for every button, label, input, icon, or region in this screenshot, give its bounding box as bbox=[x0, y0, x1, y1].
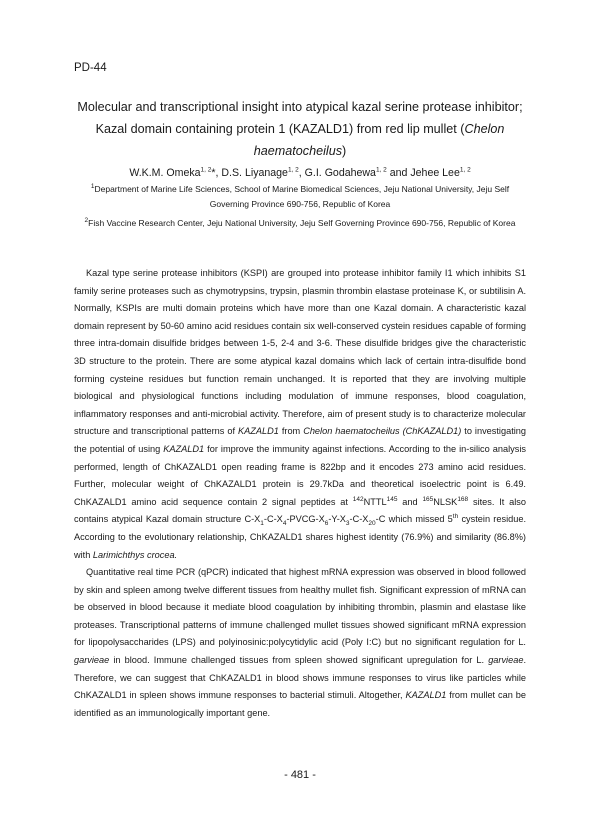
affiliation-1-text: Department of Marine Life Sciences, School of Marine Biomedical Sciences, Jeju National University, Jeju Self Governing Province 690-756, Republic of Korea bbox=[94, 184, 510, 209]
ordinal-suffix: th bbox=[452, 513, 459, 521]
affiliation-2-text: Fish Vaccine Research Center, Jeju National University, Jeju Self Governing Province 690-756, Republic of Korea bbox=[88, 218, 516, 228]
subscript: 20 bbox=[368, 520, 376, 528]
affiliation-2-number: 2 bbox=[84, 217, 89, 225]
subscript: 3 bbox=[345, 520, 350, 528]
residue-number: 142 bbox=[352, 495, 364, 503]
p1-text-9: -Y-X bbox=[328, 514, 346, 525]
subscript: 6 bbox=[324, 520, 329, 528]
author-1-affiliation: 1, 2 bbox=[200, 166, 212, 174]
p1-text-1: Kazal type serine protease inhibitors (KSPI) are grouped into protease inhibitor family I1 which inhibits S1 family serine proteases such as chymotrypsins, trypsin, plasmin thrombin elastase proteinase K, or subtilisin A. Normally, KSPIs are multi domain proteins which have more than one Kazal domain. A characteristic kazal domain represent by 50-60 amino acid residues contain six well-conserved cystein residues capable of forming three intra-domain disulfide bridges between 1-5, 2-4 and 3-6. These disulfide bridges give the characteristic 3D structure to the protein. There are some atypical kazal domains which lack of certain intra-disulfide bond forming cysteine residues but function remain unchanged. It is reported that they are involving multiple biological and physiological functions including modulation of immune responses, blood coagulation, inflammatory responses and anti-microbial activity. Therefore, aim of present study is to characterize molecular structure and transcriptional patterns of bbox=[74, 268, 526, 437]
page-number: - 481 - bbox=[284, 769, 316, 781]
p1-text-3: to investigating the potential of using bbox=[74, 426, 527, 454]
corresponding-author-mark: * bbox=[211, 167, 216, 179]
p1-text-5: and bbox=[397, 496, 423, 507]
affiliation-1 bbox=[72, 182, 528, 212]
p2-text-3: . Therefore, we can suggest that ChKAZALD1 in blood shows immune responses to virus like particles while ChKAZALD1 in spleen shows immune responses to bacterial stimuli. Altogether, bbox=[74, 655, 526, 701]
p1-text-8: -PVCG-X bbox=[286, 514, 325, 525]
motif: NLSK bbox=[433, 496, 458, 507]
p2-text-2: in blood. Immune challenged tissues from spleen showed significant upregulation for L. bbox=[109, 655, 489, 666]
species-name: Larimichthys crocea. bbox=[92, 549, 178, 560]
species-name: garvieae bbox=[74, 655, 110, 666]
p2-text-4: from mullet can be identified as an immunologically important gene. bbox=[74, 690, 526, 718]
p1-text-7: -C-X bbox=[263, 514, 283, 525]
gene-name: KAZALD1 bbox=[405, 690, 447, 701]
p1-text-6: sites. It also contains atypical Kazal domain structure C-X bbox=[74, 496, 527, 525]
affiliation-2 bbox=[72, 216, 528, 231]
affiliation-1-number: 1 bbox=[90, 183, 95, 191]
motif: NTTL bbox=[363, 496, 387, 507]
author-3: , G.I. Godahewa bbox=[298, 167, 376, 179]
paper-title bbox=[60, 96, 540, 162]
abstract-body bbox=[74, 265, 526, 722]
species-name: garvieae bbox=[488, 655, 524, 666]
p2-text-1: Quantitative real time PCR (qPCR) indicated that highest mRNA expression was observed in blood followed by skin and spleen among twelve different tissues from healthy mullet fish. Significant expression of mRNA can be observed in blood because it mediate blood coagulation by inhibiting thrombin, plasmin and elastase like proteases. Transcriptional patterns of immune challenged mullet tissues showed significant mRNA expression for lipopolysaccharides (LPS) and polyinosinic:polycytidylic acid (Poly I:C) but no significant regulation for L. bbox=[74, 567, 526, 648]
title-species-genus: Chelon bbox=[464, 122, 505, 136]
p1-text-12: cystein residue. According to the evolutionary relationship, ChKAZALD1 shares highest identity (76.9%) and similarity (86.8%) with bbox=[74, 514, 526, 560]
residue-number: 168 bbox=[457, 495, 469, 503]
subscript: 1 bbox=[260, 520, 264, 528]
title-close-paren: ) bbox=[342, 144, 347, 158]
title-line-1: Molecular and transcriptional insight into atypical kazal serine protease inhibitor; bbox=[77, 100, 523, 114]
gene-name: KAZALD1 bbox=[163, 443, 205, 454]
title-species-epithet: haematocheilus bbox=[253, 144, 342, 158]
paragraph-2 bbox=[74, 564, 526, 722]
paragraph-1 bbox=[74, 265, 526, 564]
author-1: W.K.M. Omeka bbox=[129, 167, 201, 179]
author-2: , D.S. Liyanage bbox=[215, 167, 288, 179]
author-2-affiliation: 1, 2 bbox=[287, 166, 299, 174]
p1-text-4: for improve the immunity against infections. According to the in-silico analysis performed, length of ChKAZALD1 open reading frame is 822bp and it encodes 273 amino acid residues. Further, molecular weight of ChKAZALD1 protein is 29.7kDa and theoretical isoelectric point is 6.49. ChKAZALD1 amino acid sequence contain 2 signal peptides at bbox=[74, 443, 526, 507]
p1-text-10: -C-X bbox=[349, 514, 369, 525]
author-3-affiliation: 1, 2 bbox=[375, 166, 387, 174]
subscript: 4 bbox=[282, 520, 287, 528]
residue-number: 145 bbox=[386, 495, 398, 503]
p1-text-2: from bbox=[278, 426, 304, 437]
abstract-code: PD-44 bbox=[74, 62, 107, 74]
residue-number: 165 bbox=[422, 495, 434, 503]
author-4: and Jehee Lee bbox=[386, 167, 460, 179]
p1-text-11: -C which missed 5 bbox=[375, 514, 453, 525]
title-line-2: Kazal domain containing protein 1 (KAZALD1) from red lip mullet ( bbox=[95, 122, 465, 136]
species-name: Chelon haematocheilus (ChKAZALD1) bbox=[303, 426, 462, 437]
author-list bbox=[60, 166, 540, 181]
author-4-affiliation: 1, 2 bbox=[459, 166, 471, 174]
gene-name: KAZALD1 bbox=[238, 426, 279, 437]
